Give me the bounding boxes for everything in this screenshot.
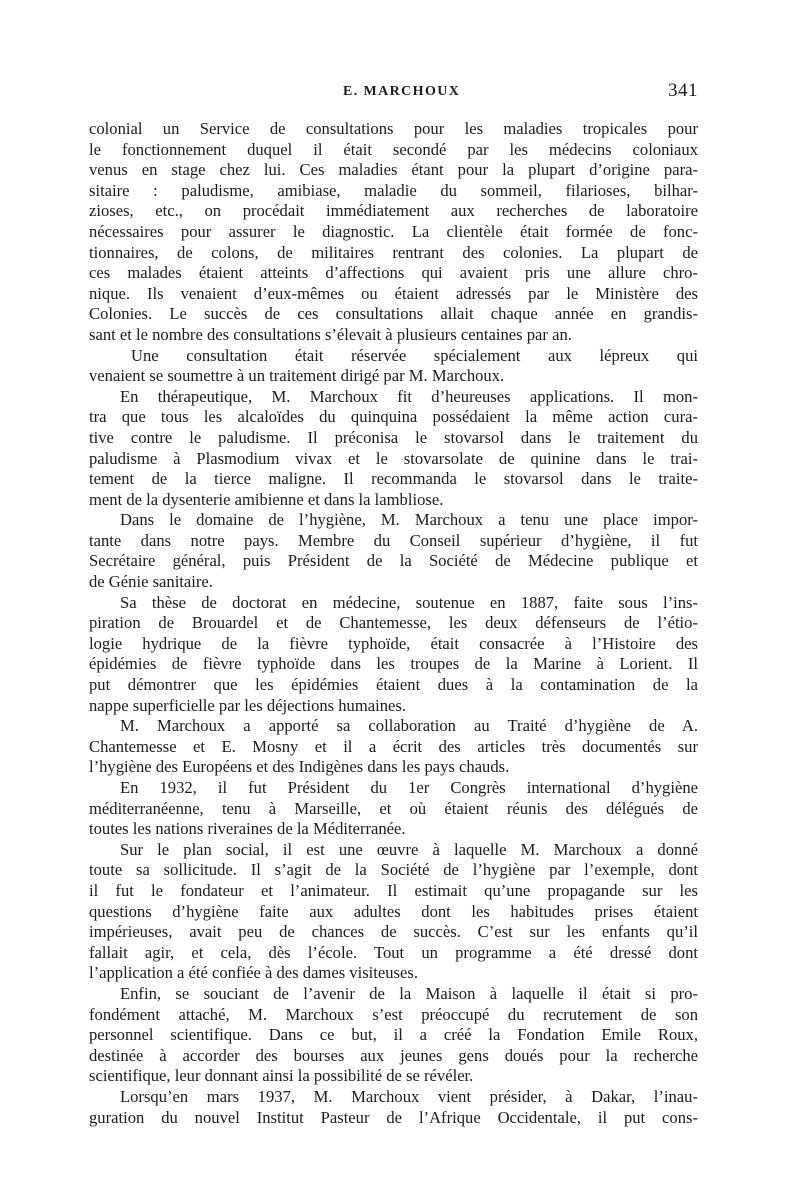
text-line: logie hydrique de la fièvre typhoïde, était consacrée à l’Histoire des bbox=[89, 633, 698, 653]
text-line: Sur le plan social, il est une œuvre à laquelle M. Marchoux a donné bbox=[120, 839, 698, 859]
text-line: ces malades étaient atteints d’affections qui avaient pris une allure chro- bbox=[89, 263, 698, 283]
text-line: put démontrer que les épidémies étaient dues à la contamination de la bbox=[89, 675, 698, 695]
text-line: nique. Ils venaient d’eux-mêmes ou étaient adressés par le Ministère des bbox=[89, 283, 698, 303]
text-line: Dans le domaine de l’hygiène, M. Marchoux a tenu une place impor- bbox=[120, 510, 698, 530]
text-line: tra que tous les alcaloïdes du quinquina possédaient la même action cura- bbox=[89, 407, 698, 427]
text-line: sitaire : paludisme, amibiase, maladie du sommeil, filarioses, bilhar- bbox=[89, 180, 698, 200]
text-line: l’hygiène des Européens et des Indigènes dans les pays chauds. bbox=[89, 757, 510, 777]
text-line: questions d’hygiène faite aux adultes dont les habitudes prises étaient bbox=[89, 901, 698, 921]
text-line: toute sa sollicitude. Il s’agit de la Société de l’hygiène par l’exemple, dont bbox=[89, 860, 698, 880]
text-line: méditerranéenne, tenu à Marseille, et où étaient réunis des délégués de bbox=[89, 798, 698, 818]
text-line: Sa thèse de doctorat en médecine, soutenue en 1887, faite sous l’ins- bbox=[120, 592, 698, 612]
body-text bbox=[89, 119, 698, 1128]
page-number: 341 bbox=[668, 80, 698, 101]
text-line: ment de la dysenterie amibienne et dans la lambliose. bbox=[89, 489, 444, 509]
text-line: tive contre le paludisme. Il préconisa le stovarsol dans le traitement du bbox=[89, 427, 698, 447]
text-line: toutes les nations riveraines de la Méditerranée. bbox=[89, 819, 406, 839]
text-line: Colonies. Le succès de ces consultations allait chaque année en grandis- bbox=[89, 304, 698, 324]
header-author: E. MARCHOUX bbox=[343, 84, 461, 99]
text-line: En 1932, il fut Président du 1er Congrès international d’hygiène bbox=[120, 778, 698, 797]
text-line: tement de la tierce maligne. Il recommanda le stovarsol dans le traite- bbox=[89, 469, 698, 489]
text-line: colonial un Service de consultations pour les maladies tropicales pour bbox=[89, 119, 698, 138]
text-line: sant et le nombre des consultations s’élevait à plusieurs centaines par an. bbox=[89, 324, 572, 344]
text-line: zioses, etc., on procédait immédiatement aux recherches de laboratoire bbox=[89, 201, 698, 221]
text-line: Enfin, se souciant de l’avenir de la Maison à laquelle il était si pro- bbox=[120, 983, 698, 1003]
text-line: nappe superficielle par les déjections humaines. bbox=[89, 695, 407, 715]
text-line: nécessaires pour assurer le diagnostic. La clientèle était formée de fonc- bbox=[89, 221, 698, 241]
text-line: impérieuses, avait peu de chances de succès. C’est sur les enfants qu’il bbox=[89, 922, 698, 942]
text-line: Lorsqu’en mars 1937, M. Marchoux vient présider, à Dakar, l’inau- bbox=[120, 1086, 698, 1106]
text-line: venaient se soumettre à un traitement dirigé par M. Marchoux. bbox=[89, 366, 505, 386]
text-line: il fut le fondateur et l’animateur. Il estimait qu’une propagande sur les bbox=[89, 880, 698, 900]
text-line: épidémies de fièvre typhoïde dans les troupes de la Marine à Lorient. Il bbox=[89, 654, 698, 674]
text-line: personnel scientifique. Dans ce but, il a créé la Fondation Emile Roux, bbox=[89, 1025, 698, 1045]
text-line: de Génie sanitaire. bbox=[89, 572, 213, 592]
text-line: destinée à accorder des bourses aux jeunes gens doués pour la recherche bbox=[89, 1045, 698, 1065]
text-line: Chantemesse et E. Mosny et il a écrit des articles très documentés sur bbox=[89, 736, 698, 756]
text-line: paludisme à Plasmodium vivax et le stovarsolate de quinine dans le trai- bbox=[89, 448, 698, 468]
text-line: M. Marchoux a apporté sa collaboration au Traité d’hygiène de A. bbox=[120, 716, 698, 736]
running-header bbox=[0, 80, 800, 106]
text-line: fallait agir, et cela, dès l’école. Tout un programme a été dressé dont bbox=[89, 942, 698, 962]
text-line: scientifique, leur donnant ainsi la possibilité de se révéler. bbox=[89, 1066, 474, 1086]
text-line: En thérapeutique, M. Marchoux fit d’heureuses applications. Il mon- bbox=[120, 386, 698, 406]
text-line: l’application a été confiée à des dames visiteuses. bbox=[89, 963, 418, 983]
text-line: venus en stage chez lui. Ces maladies étant pour la plupart d’origine para- bbox=[89, 160, 698, 180]
text-line: guration du nouvel Institut Pasteur de l’Afrique Occidentale, il put cons- bbox=[89, 1107, 698, 1127]
text-line: piration de Brouardel et de Chantemesse, les deux défenseurs de l’étio- bbox=[89, 613, 698, 633]
text-line: le fonctionnement duquel il était secondé par les médecins coloniaux bbox=[89, 139, 698, 159]
text-line: Secrétaire général, puis Président de la Société de Médecine publique et bbox=[89, 551, 698, 571]
text-line: tante dans notre pays. Membre du Conseil supérieur d’hygiène, il fut bbox=[89, 530, 698, 550]
text-line: Une consultation était réservée spécialement aux lépreux qui bbox=[131, 345, 698, 365]
text-line: fondément attaché, M. Marchoux s’est préoccupé du recrutement de son bbox=[89, 1004, 698, 1024]
text-line: tionnaires, de colons, de militaires rentrant des colonies. La plupart de bbox=[89, 242, 698, 262]
